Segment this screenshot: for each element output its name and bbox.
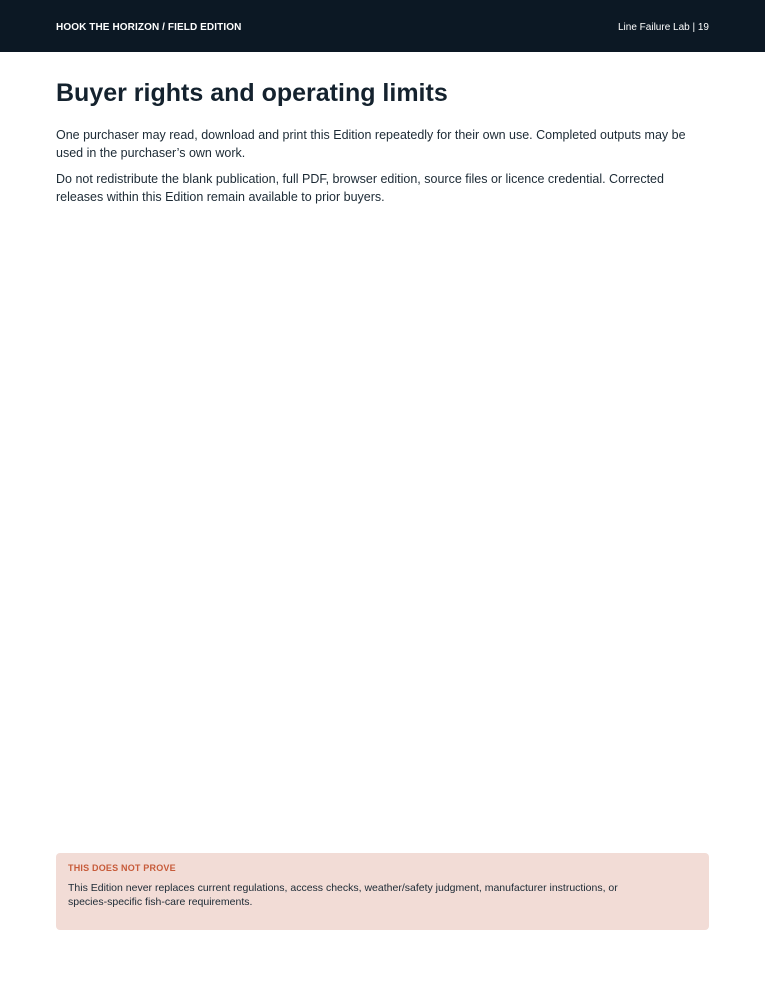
page-title: Buyer rights and operating limits bbox=[56, 79, 448, 107]
publication-title: HOOK THE HORIZON / FIELD EDITION bbox=[56, 22, 242, 33]
disclaimer-callout bbox=[56, 853, 709, 930]
section-page-number: Line Failure Lab | 19 bbox=[618, 22, 709, 33]
callout-label: THIS DOES NOT PROVE bbox=[68, 863, 176, 873]
callout-text: This Edition never replaces current regulations, access checks, weather/safety judgment, manufacturer instructions, or species-specific fish-care requirements. bbox=[68, 882, 618, 908]
paragraph-redistribution-limits: Do not redistribute the blank publication, full PDF, browser edition, source files or licence credential. Corrected releases within this Edition remain available to prior buyers. bbox=[56, 172, 664, 204]
paragraph-usage-rights: One purchaser may read, download and print this Edition repeatedly for their own use. Completed outputs may be used in the purchaser’s own work. bbox=[56, 128, 686, 160]
page-header bbox=[0, 0, 765, 52]
